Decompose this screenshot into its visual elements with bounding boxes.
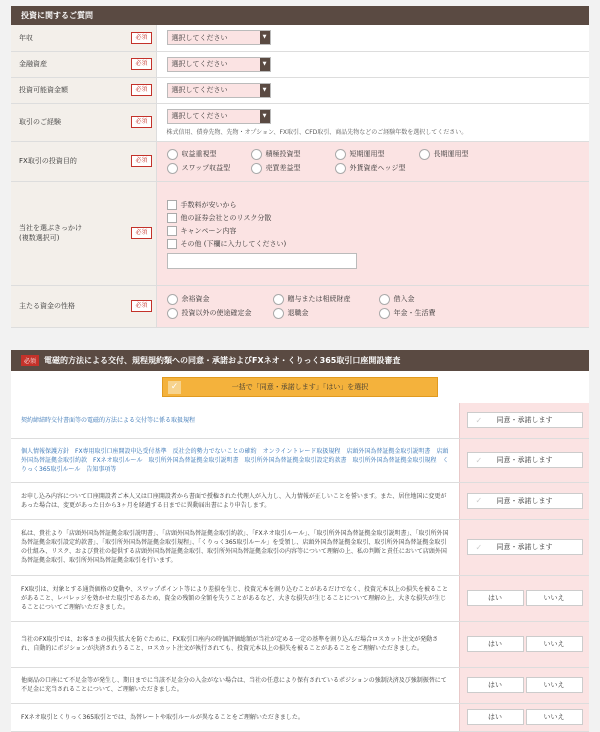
label-income: 年収 必須	[11, 25, 156, 51]
consent-row	[11, 439, 589, 483]
consent-row	[11, 622, 589, 668]
label-fx-purpose: FX取引の投資目的 必須	[11, 141, 156, 181]
consent-text: お申し込み内容について口座開設者ご本人又は口座開設者から書面で授権された代理人が入力し、入力情報が正しいことを誓います。また、居住地国に変更があった場合は、変更があった日から3ヶ月を経過する日までに異動届出書により申告します。	[21, 492, 447, 509]
investable-select[interactable]: 選択してください ▼	[167, 83, 271, 98]
consent-row	[11, 403, 589, 439]
consent-text: 他商品の口座にて不足金等が発生し、期日までに当該不足金分の入金がない場合は、当社の任意により保有されているポジションの強制決済及び強制振替にて不足金に充当されることについて、ご理解いただきました。	[21, 677, 447, 693]
assets-select[interactable]: 選択してください ▼	[167, 57, 271, 72]
check-reason-1[interactable]: 他の証券会社とのリスク分散	[167, 213, 580, 223]
bulk-agree-button[interactable]: ✓ 一括で「同意・承諾します」「はい」を選択	[162, 377, 438, 397]
required-badge: 必須	[131, 58, 151, 70]
radio-fund-2[interactable]: 借入金	[379, 294, 485, 305]
no-button[interactable]: いいえ	[526, 709, 583, 725]
radio-purpose-1[interactable]: 積極投資型	[251, 149, 335, 160]
chevron-down-icon: ▼	[260, 31, 270, 44]
consent-text-link[interactable]: 個人情報保護方針 FX専用取引口座開設申込受付基準 反社会的勢力でないことの確約 オンライントレード取扱規程 店頭外国為替証拠金取引説明書 店頭外国為替証拠金取引約款 FXネオ取引ルール 取引所外国為替証拠金取引説明書 取引所外国為替証拠金取引設定約款書 取引所外国為替証拠金取引規程 くりっく365取引ルール 告知事項等	[21, 447, 449, 473]
income-select[interactable]: 選択してください ▼	[167, 30, 271, 45]
value-investable	[156, 77, 589, 103]
radio-purpose-5[interactable]: 売買差益型	[251, 163, 335, 174]
radio-purpose-2[interactable]: 短期運用型	[335, 149, 419, 160]
yes-button[interactable]: はい	[467, 636, 524, 652]
yes-button[interactable]: はい	[467, 709, 524, 725]
radio-fund-4[interactable]: 退職金	[273, 308, 379, 319]
value-assets	[156, 51, 589, 77]
radio-purpose-0[interactable]: 収益重視型	[167, 149, 251, 160]
required-badge: 必須	[131, 116, 151, 128]
check-icon: ✓	[475, 542, 483, 552]
consent-section-header	[11, 350, 589, 371]
value-experience	[156, 103, 589, 141]
label-fund-source: 主たる資金の性格 必須	[11, 285, 156, 327]
radio-fund-0[interactable]: 余裕資金	[167, 294, 273, 305]
chevron-down-icon: ▼	[260, 110, 270, 123]
consent-text: FXネオ取引とくりっく365取引とでは、為替レートや取引ルールが異なることをご理解いただきました。	[21, 713, 304, 721]
radio-purpose-6[interactable]: 外貨資産ヘッジ型	[335, 163, 419, 174]
consent-text: 当社のFX取引では、お客さまの損失拡大を防ぐために、FX取引口座内の時価評価総額が当社が定める一定の基準を割り込んだ場合ロスカット注文が発動され、自動的にポジションが決済されうること、ロスカット注文が執行されても、投資元本以上の損失を被ることがあることをご理解いただきました。	[21, 636, 439, 652]
required-badge: 必須	[131, 300, 151, 312]
check-icon: ✓	[168, 381, 181, 394]
radio-purpose-3[interactable]: 長期運用型	[419, 149, 503, 160]
value-reason	[156, 181, 589, 285]
consent-text: FX取引は、対象とする通貨価格の変動や、スワップポイント等により差損を生じ、投資元本を割り込むことがあるだけでなく、投資元本以上の損失を被ることがあること、レバレッジを効かせた取引であるため、資金の残額の全額を失うことがあるなど、大きな損失が生じることについて理解の上、大きな損失が生じることについてご理解いただきました。	[21, 585, 449, 611]
no-button[interactable]: いいえ	[526, 677, 583, 693]
check-icon: ✓	[475, 415, 483, 425]
no-button[interactable]: いいえ	[526, 590, 583, 606]
check-reason-3[interactable]: その他 (下欄に入力してください)	[167, 239, 580, 249]
consent-row	[11, 520, 589, 576]
consent-text: 私は、貴社より「店頭外国為替証拠金取引説明書」、「店頭外国為替証拠金取引約款」、「FXネオ取引ルール」、「取引所外国為替証拠金取引説明書」、「取引所外国為替証拠金取引設定約款書」、「取引所外国為替証拠金取引規程」、「くりっく365取引ルール」を受領し、店頭外国為替証拠金取引、取引所外国為替証拠金取引の仕組み、リスク、および貴社の提供する店頭外国為替証拠金取引、取引所外国為替証拠金取引の内容等について理解の上、私の判断と責任において店頭外国為替証拠金取引、取引所外国為替証拠金取引を行います。	[21, 530, 449, 564]
check-icon: ✓	[475, 455, 483, 465]
consent-section-title: 電磁的方法による交付、規程規約類への同意・承諾およびFXネオ・くりっく365取引口座開設審査	[44, 355, 401, 365]
agree-button[interactable]: ✓ 同意・承諾します	[467, 539, 583, 555]
consent-row	[11, 576, 589, 622]
check-reason-0[interactable]: 手数料が安いから	[167, 200, 580, 210]
value-fx-purpose	[156, 141, 589, 181]
bulk-area	[11, 371, 589, 403]
chevron-down-icon: ▼	[260, 84, 270, 97]
consent-row	[11, 668, 589, 704]
investment-questions-table	[11, 25, 589, 328]
experience-select[interactable]: 選択してください ▼	[167, 109, 271, 124]
consent-row	[11, 483, 589, 520]
label-reason: 当社を選ぶきっかけ (複数選択可) 必須	[11, 181, 156, 285]
agree-button[interactable]: ✓ 同意・承諾します	[467, 452, 583, 468]
label-experience: 取引のご経験 必須	[11, 103, 156, 141]
no-button[interactable]: いいえ	[526, 636, 583, 652]
required-badge: 必須	[131, 84, 151, 96]
radio-fund-1[interactable]: 贈与または相続財産	[273, 294, 379, 305]
consent-text-link[interactable]: 契約締結時交付書面等の電磁的方法による交付等に係る取扱規程	[21, 416, 196, 424]
value-fund-source	[156, 285, 589, 327]
section-title: 投資に関するご質問	[11, 6, 589, 25]
consent-row	[11, 704, 589, 732]
radio-purpose-4[interactable]: スワップ収益型	[167, 163, 251, 174]
consent-section	[11, 350, 589, 732]
yes-button[interactable]: はい	[467, 677, 524, 693]
radio-fund-3[interactable]: 投資以外の使途確定金	[167, 308, 273, 319]
experience-note: 株式信用、債券先物、先物・オプション、FX取引、CFD取引、商品先物などのご経験年数を選択してください。	[166, 128, 468, 136]
reason-other-input[interactable]	[167, 253, 357, 269]
agree-button[interactable]: ✓ 同意・承諾します	[467, 412, 583, 428]
check-reason-2[interactable]: キャンペーン内容	[167, 226, 580, 236]
radio-fund-5[interactable]: 年金・生活費	[379, 308, 485, 319]
label-investable: 投資可能資金額 必須	[11, 77, 156, 103]
chevron-down-icon: ▼	[260, 58, 270, 71]
agree-button[interactable]: ✓ 同意・承諾します	[467, 493, 583, 509]
value-income	[156, 25, 589, 51]
required-badge: 必須	[131, 32, 151, 44]
required-badge: 必須	[21, 355, 39, 366]
yes-button[interactable]: はい	[467, 590, 524, 606]
required-badge: 必須	[131, 155, 151, 167]
required-badge: 必須	[131, 227, 151, 239]
label-assets: 金融資産 必須	[11, 51, 156, 77]
check-icon: ✓	[475, 496, 483, 505]
